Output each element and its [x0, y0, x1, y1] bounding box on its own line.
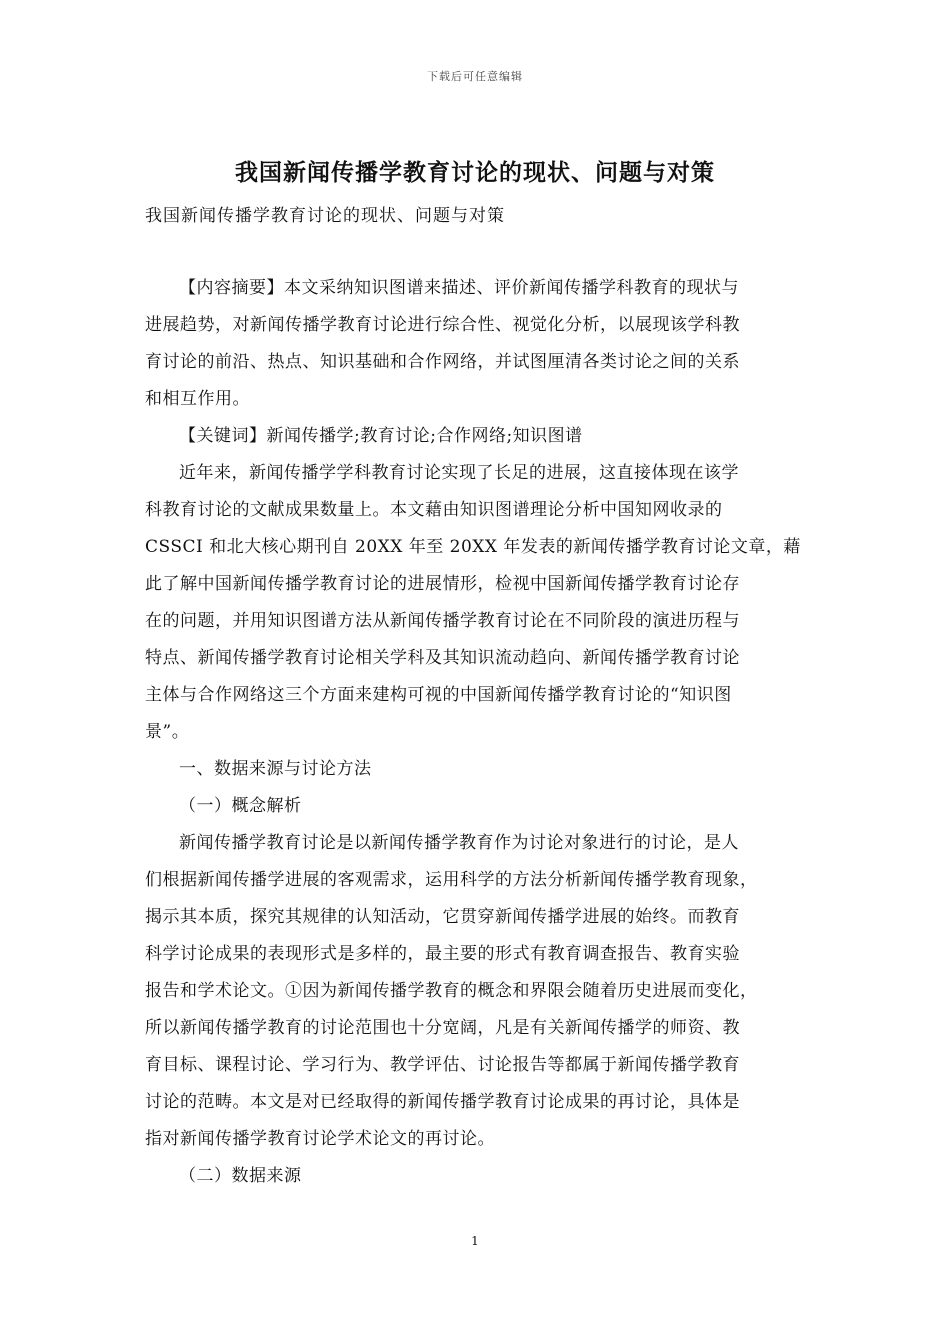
document-subtitle: 我国新闻传播学教育讨论的现状、问题与对策	[145, 206, 505, 226]
paragraph-line: 指对新闻传播学教育讨论学术论文的再讨论。	[145, 1129, 495, 1149]
paragraph-line: 育目标、课程讨论、学习行为、教学评估、讨论报告等都属于新闻传播学教育	[145, 1055, 740, 1075]
paragraph	[145, 455, 810, 751]
paragraph-line: 们根据新闻传播学进展的客观需求，运用科学的方法分析新闻传播学教育现象，	[145, 870, 758, 890]
paragraph-line: 所以新闻传播学教育的讨论范围也十分宽阔，凡是有关新闻传播学的师资、教	[145, 1018, 740, 1038]
paragraph-line: 一、数据来源与讨论方法	[179, 759, 372, 779]
page-number: 1	[471, 1234, 479, 1248]
paragraph-line: （二）数据来源	[179, 1166, 302, 1186]
paragraph-line: 在的问题，并用知识图谱方法从新闻传播学教育讨论在不同阶段的演进历程与	[145, 611, 740, 631]
paragraph-line: 此了解中国新闻传播学教育讨论的进展情形，检视中国新闻传播学教育讨论存	[145, 574, 740, 594]
paragraph-line: 揭示其本质，探究其规律的认知活动，它贯穿新闻传播学进展的始终。而教育	[145, 907, 740, 927]
paragraph-line: 【关键词】新闻传播学;教育讨论;合作网络;知识图谱	[179, 426, 583, 446]
paragraph-line: 主体与合作网络这三个方面来建构可视的中国新闻传播学教育讨论的“知识图	[145, 685, 732, 705]
paragraph-line: 景”。	[145, 722, 190, 742]
paragraph-line: 近年来，新闻传播学学科教育讨论实现了长足的进展，这直接体现在该学	[179, 463, 739, 483]
paragraph-line: 科教育讨论的文献成果数量上。本文藉由知识图谱理论分析中国知网收录的	[145, 500, 723, 520]
paragraph-line: 和相互作用。	[145, 389, 250, 409]
page-header: 下载后可任意编辑	[427, 70, 523, 83]
paragraph	[145, 788, 810, 825]
paragraph	[145, 418, 810, 455]
paragraph-line: 进展趋势，对新闻传播学教育讨论进行综合性、视觉化分析，以展现该学科教	[145, 315, 740, 335]
paragraph-line: 科学讨论成果的表现形式是多样的，最主要的形式有教育调查报告、教育实验	[145, 944, 740, 964]
paragraph-line: 【内容摘要】本文采纳知识图谱来描述、评价新闻传播学科教育的现状与	[179, 278, 739, 298]
paragraph-line: 讨论的范畴。本文是对已经取得的新闻传播学教育讨论成果的再讨论，具体是	[145, 1092, 740, 1112]
paragraph-line: 新闻传播学教育讨论是以新闻传播学教育作为讨论对象进行的讨论，是人	[179, 833, 739, 853]
paragraph	[145, 825, 810, 1158]
document-title: 我国新闻传播学教育讨论的现状、问题与对策	[235, 159, 715, 186]
paragraph-line: 特点、新闻传播学教育讨论相关学科及其知识流动趋向、新闻传播学教育讨论	[145, 648, 740, 668]
paragraph	[145, 1158, 810, 1195]
paragraph-line: 育讨论的前沿、热点、知识基础和合作网络，并试图厘清各类讨论之间的关系	[145, 352, 740, 372]
paragraph-line: CSSCI 和北大核心期刊自 20XX 年至 20XX 年发表的新闻传播学教育讨论文章，藉	[145, 537, 801, 557]
paragraph	[145, 270, 810, 418]
paragraph-line: （一）概念解析	[179, 796, 302, 816]
paragraph-line: 报告和学术论文。①因为新闻传播学教育的概念和界限会随着历史进展而变化，	[145, 981, 758, 1001]
document-body	[145, 270, 810, 1195]
paragraph	[145, 751, 810, 788]
